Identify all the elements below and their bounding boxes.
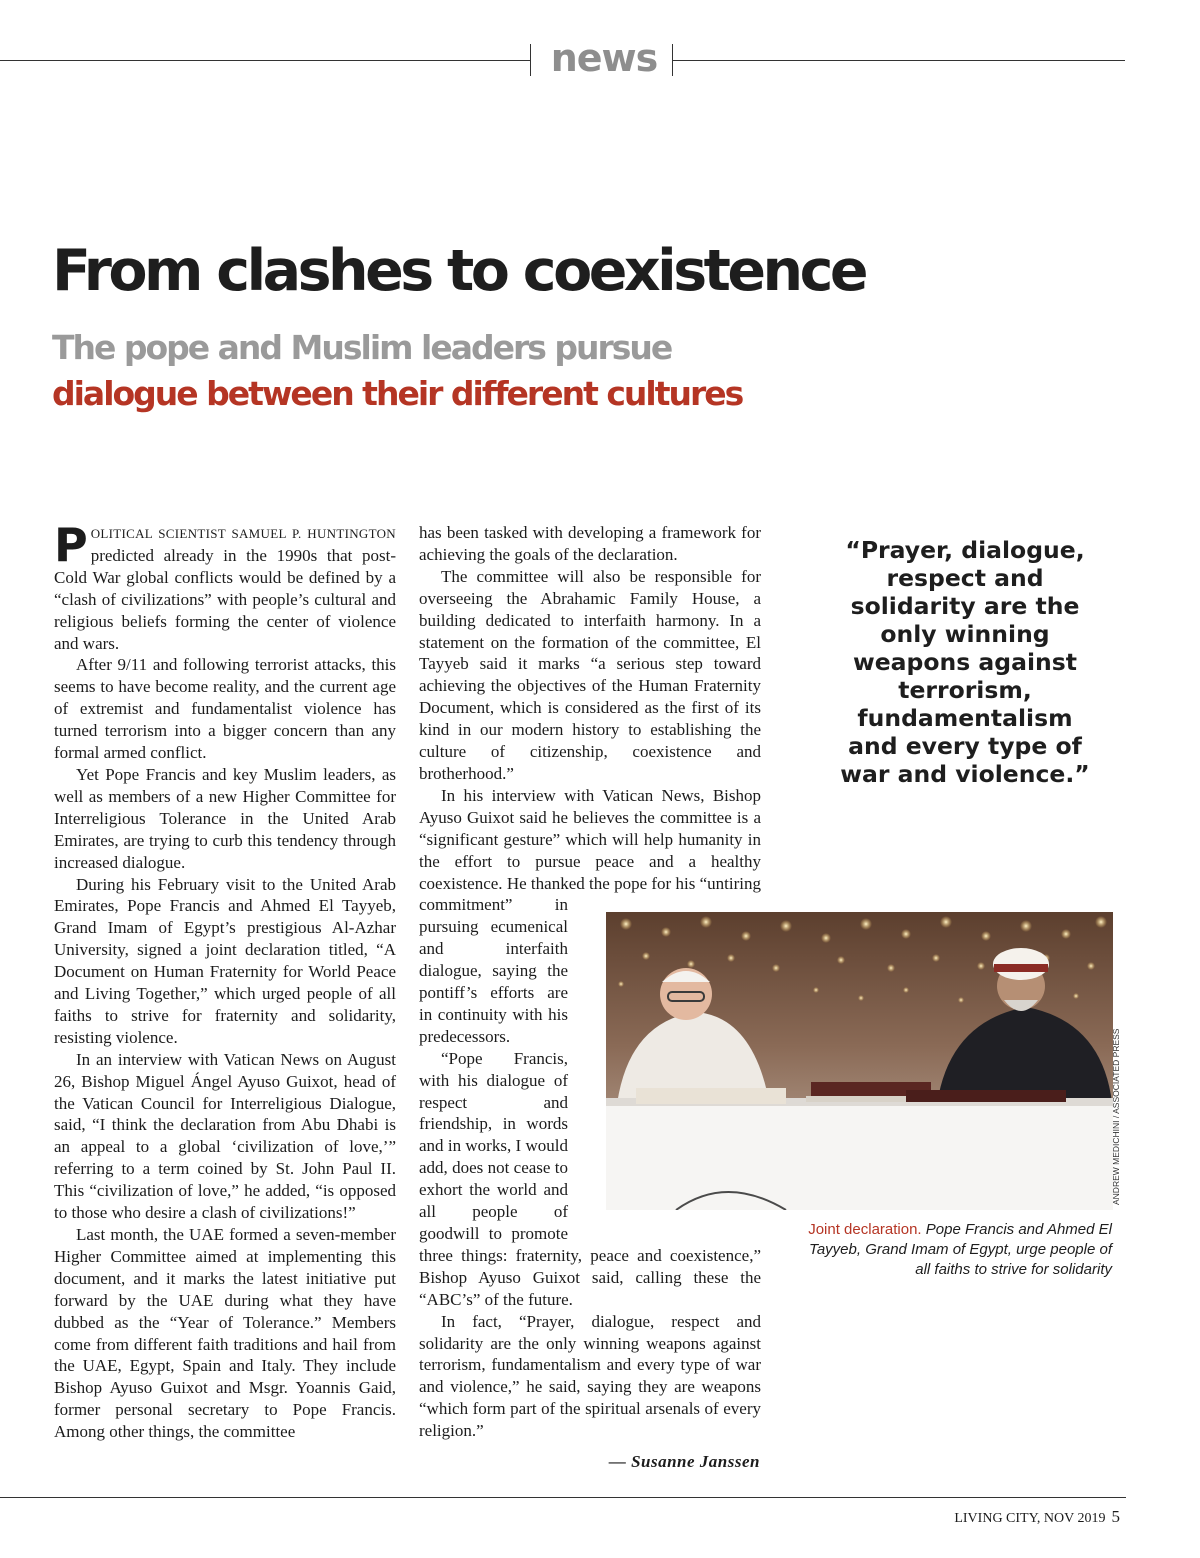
deck-line-2: dialogue between their different cultures: [52, 374, 743, 413]
photo-signing-ceremony: [606, 912, 1113, 1210]
footer-rule: [0, 1497, 1126, 1498]
headline: From clashes to coexistence: [52, 238, 866, 304]
section-rule-left: [0, 60, 530, 61]
pull-quote: “Prayer, dialogue, respect and solidarity are the only winning weapons against terrorism, fundamentalism and every type of war and violence.”: [840, 536, 1090, 788]
lead-smallcaps: OLITICAL SCIENTIST SAMUEL P. HUNTINGTON: [90, 526, 396, 541]
photo-illustration: [606, 912, 1113, 1210]
caption-body: Pope Francis and Ahmed El Tayyeb, Grand Imam of Egypt, urge people of all faiths to strive for solidarity: [809, 1221, 1112, 1278]
body-paragraph: “Pope Francis, with his dialogue of respect and friendship, in words and in works, I would add, does not cease to exhort the world and all people of goodwill to promote three things: fraternity, peace and coexistence,” Bishop Ayuso Guixot said, calling these the “ABC’s” of the future.: [419, 1048, 761, 1309]
body-paragraph: During his February visit to the United Arab Emirates, Pope Francis and Ahmed El Tayyeb, Grand Imam of Egypt’s prestigious Al-Azhar University, signed a joint declaration titled, “A Document on Human Fraternity for World Peace and Living Together,” which urged people of all faiths to strive for fraternity and solidarity, resisting violence.: [54, 874, 396, 1047]
section-tick-left: [530, 44, 531, 76]
publication-name: LIVING CITY, NOV 2019: [954, 1511, 1106, 1526]
article-column-1: [54, 518, 396, 1443]
photo-caption: [790, 1220, 1112, 1280]
body-paragraph: has been tasked with developing a framework for achieving the goals of the declaration.: [419, 523, 761, 564]
lead-text: predicted already in the 1990s that post-Cold War global conflicts would be defined by a “clash of civilizations” with people’s cultural and religious beliefs forming the center of violence and wars.: [54, 545, 396, 653]
body-paragraph: After 9/11 and following terrorist attacks, this seems to have become reality, and the current age of extremist and fundamentalist violence has turned terrorism into a bigger concern than any formal armed conflict.: [54, 655, 396, 763]
body-paragraph: In fact, “Prayer, dialogue, respect and solidarity are the only winning weapons against terrorism, fundamentalism and every type of war and violence,” he said, saying they are weapons “which form part of the spiritual arsenals of every religion.”: [419, 1311, 761, 1441]
caption-lead: Joint declaration.: [808, 1221, 922, 1238]
page-number: 5: [1111, 1507, 1120, 1526]
section-label: news: [550, 36, 658, 80]
photo-credit: ANDREW MEDICHINI / ASSOCIATED PRESS: [1111, 1028, 1121, 1205]
body-paragraph: In his interview with Vatican News, Bishop Ayuso Guixot said he believes the committee is a “significant gesture” which will help humanity in the effort to pursue peace and a healthy coexistence. He thanked the pope for his “untiring commitment” in pursuing ecumenical and interfaith dialogue, saying the pontiff’s efforts are in continuity with his predecessors.: [419, 785, 761, 1046]
dropcap: P: [54, 518, 88, 572]
page-footer: [954, 1507, 1120, 1527]
body-paragraph: Last month, the UAE formed a seven-member Higher Committee aimed at implementing this document, and it marks the latest initiative put forward by the UAE during what they have dubbed as the “Year of Tolerance.” Members come from different faith traditions and hail from the UAE, Egypt, Spain and Italy. They include Bishop Ayuso Guixot and Msgr. Yoannis Gaid, former personal secretary to Pope Francis. Among other things, the committee: [54, 1225, 396, 1442]
deck-line-1: The pope and Muslim leaders pursue: [52, 328, 672, 367]
lead-paragraph: [54, 518, 396, 654]
section-rule-right: [672, 60, 1125, 61]
body-paragraph: Yet Pope Francis and key Muslim leaders, as well as members of a new Higher Committee for Interreligious Tolerance in the United Arab Emirates, are trying to curb this tendency through increased dialogue.: [54, 764, 396, 872]
byline: — Susanne Janssen: [608, 1452, 760, 1471]
body-paragraph: The committee will also be responsible for overseeing the Abrahamic Family House, a building dedicated to interfaith harmony. In a statement on the formation of the committee, El Tayyeb said it marks “a serious step toward achieving the objectives of the Human Fraternity Document, which is considered as the first of its kind in our modern history to establishing the culture of citizenship, coexistence and brotherhood.”: [419, 566, 761, 783]
body-paragraph: In an interview with Vatican News on August 26, Bishop Miguel Ángel Ayuso Guixot, head of the Vatican Council for Interreligious Dialogue, said, “I think the declaration from Abu Dhabi is an appeal to a global ‘civilization of love,’” referring to a term coined by St. John Paul II. This “civilization of love,” he added, “is opposed to those who desire a clash of civilizations!”: [54, 1049, 396, 1223]
